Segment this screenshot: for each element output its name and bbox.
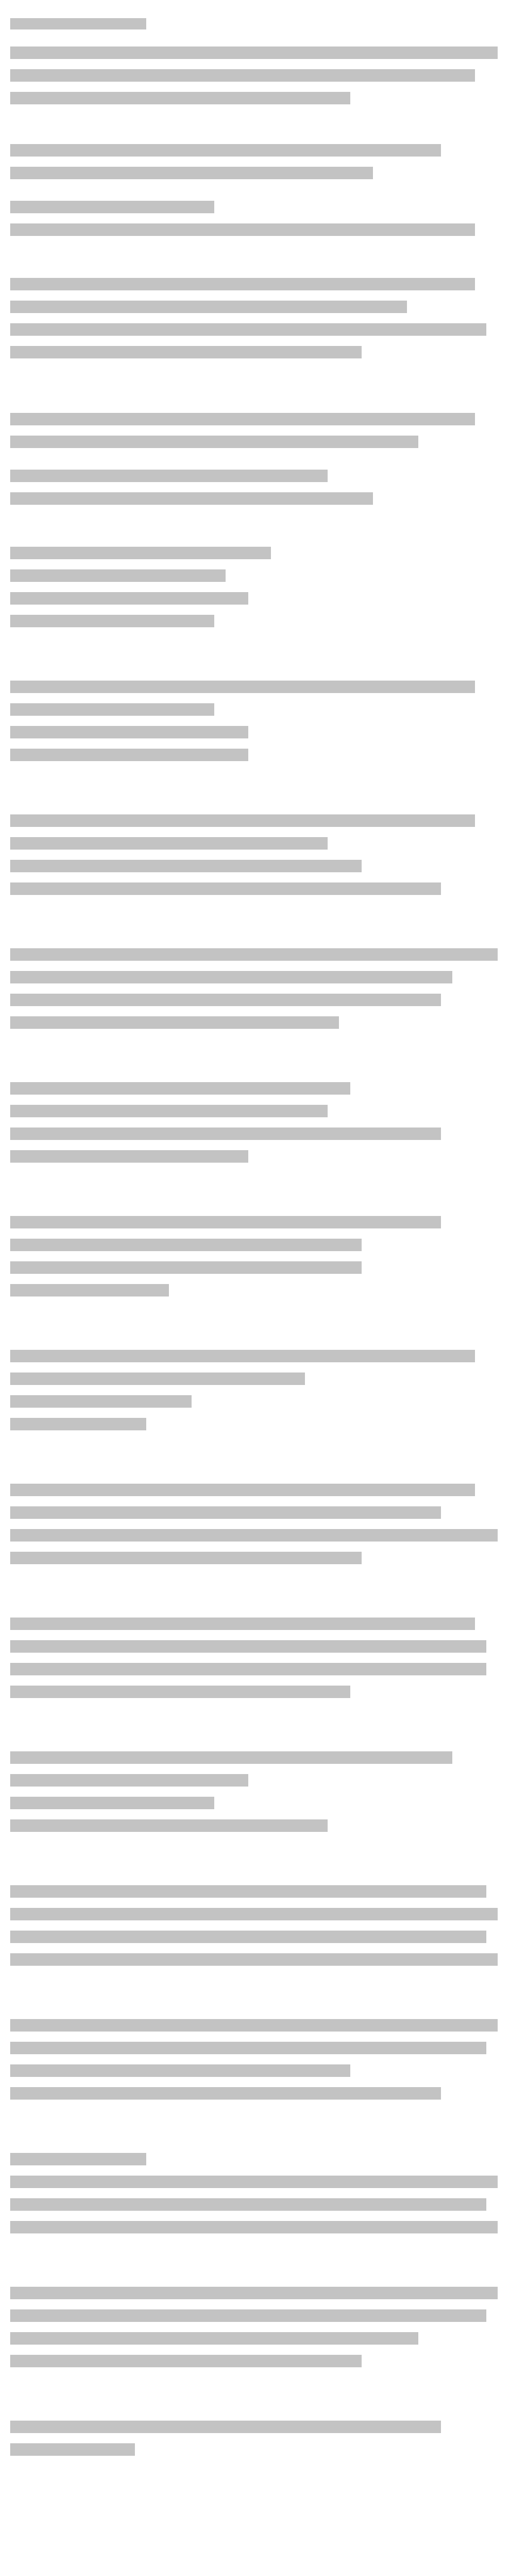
content-strip bbox=[10, 133, 516, 254]
content-strip bbox=[10, 937, 516, 1058]
content-strip bbox=[10, 7, 516, 128]
content-strip bbox=[10, 2008, 516, 2129]
content-strip bbox=[10, 267, 516, 388]
content-strip bbox=[10, 1606, 516, 1728]
content-strip bbox=[10, 2142, 516, 2263]
content-strip bbox=[10, 1472, 516, 1594]
content-strip bbox=[10, 1740, 516, 1861]
content-strip bbox=[10, 2275, 516, 2397]
content-strip bbox=[10, 669, 516, 791]
content-strip bbox=[10, 2409, 516, 2531]
content-strip bbox=[10, 1071, 516, 1192]
content-strip bbox=[10, 1874, 516, 1995]
content-strip bbox=[10, 1338, 516, 1460]
content-strip bbox=[10, 535, 516, 657]
content-strip bbox=[10, 803, 516, 924]
content-strip bbox=[10, 402, 516, 523]
content-strip bbox=[10, 1205, 516, 1326]
